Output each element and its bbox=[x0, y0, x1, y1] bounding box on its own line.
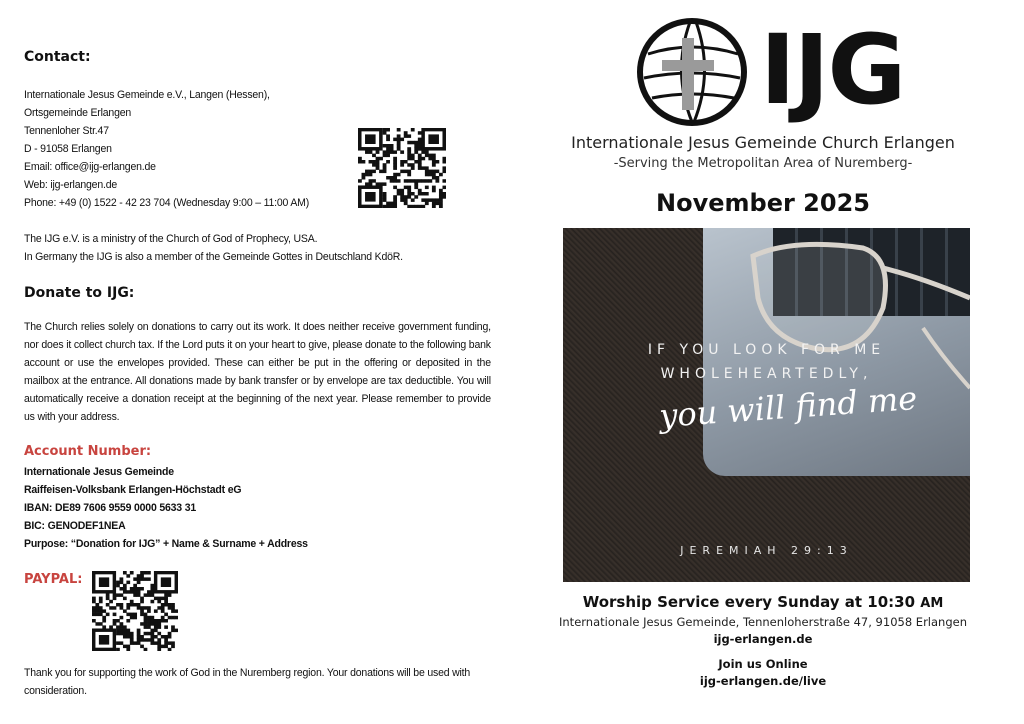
verse-script: you will find me bbox=[657, 379, 919, 435]
service-website[interactable]: ijg-erlangen.de bbox=[713, 632, 813, 646]
logo bbox=[634, 16, 904, 128]
contact-phone: Phone: +49 (0) 1522 - 42 23 704 (Wednesday 9:00 – 11:00 AM) bbox=[24, 197, 310, 209]
verse-image bbox=[563, 228, 970, 582]
church-name: Internationale Jesus Gemeinde Church Erlangen bbox=[571, 133, 955, 152]
contact-address bbox=[24, 86, 309, 212]
contact-heading: Contact: bbox=[24, 49, 91, 65]
account-heading: Account Number: bbox=[24, 444, 152, 459]
donate-paragraph: The Church relies solely on donations to carry out its work. It does neither receive government funding, nor does it collect church tax. If the Lord puts it on your heart to give, please donate to the following bank account or use the envelopes provided. These can either be put in the offering or deposited in the mailbox at the entrance. All donations made by bank transfer or by envelope are tax deductible. You will automatically receive a donation receipt at the beginning of the next year. Please remember to provide us with your address. bbox=[24, 321, 491, 423]
ministry-line: In Germany the IJG is also a member of the Gemeinde Gottes in Deutschland KdöR. bbox=[24, 251, 403, 263]
contact-line: Ortsgemeinde Erlangen bbox=[24, 107, 132, 119]
thanks-text: Thank you for supporting the work of God in the Nuremberg region. Your donations will be used with consideration. bbox=[24, 667, 471, 697]
verse-line-2: WHOLEHEARTEDLY, bbox=[660, 366, 873, 382]
online-url[interactable]: ijg-erlangen.de/live bbox=[699, 674, 827, 688]
ministry-note bbox=[24, 230, 403, 266]
contact-line: Internationale Jesus Gemeinde e.V., Langen (Hessen), bbox=[24, 89, 270, 101]
service-address: Internationale Jesus Gemeinde, Tennenloherstraße 47, 91058 Erlangen bbox=[559, 615, 967, 629]
paypal-label: PAYPAL: bbox=[24, 572, 83, 587]
contact-line: D - 91058 Erlangen bbox=[24, 143, 112, 155]
logo-text: IJG bbox=[760, 14, 905, 126]
contact-qr-code[interactable] bbox=[358, 128, 446, 208]
online-label: Join us Online bbox=[718, 657, 808, 671]
qr-code-icon bbox=[92, 571, 178, 651]
month-title: November 2025 bbox=[656, 189, 870, 217]
verse-reference: JEREMIAH 29:13 bbox=[680, 544, 853, 557]
donate-heading: Donate to IJG: bbox=[24, 285, 135, 301]
qr-code-icon bbox=[358, 128, 446, 208]
globe-cross-icon bbox=[634, 16, 752, 128]
account-bic: BIC: GENODEF1NEA bbox=[24, 520, 126, 532]
account-details bbox=[24, 463, 308, 553]
account-line: Internationale Jesus Gemeinde bbox=[24, 466, 174, 478]
contact-email[interactable]: Email: office@ijg-erlangen.de bbox=[24, 161, 156, 173]
verse-line-1: IF YOU LOOK FOR ME bbox=[647, 342, 886, 358]
service-title bbox=[556, 593, 970, 611]
account-purpose: Purpose: “Donation for IJG” + Name & Surname + Address bbox=[24, 538, 308, 550]
account-line: Raiffeisen-Volksbank Erlangen-Höchstadt eG bbox=[24, 484, 242, 496]
service-am: AM bbox=[920, 596, 944, 611]
paypal-qr-code[interactable] bbox=[92, 571, 178, 651]
tagline: -Serving the Metropolitan Area of Nuremberg- bbox=[613, 156, 913, 171]
account-iban: IBAN: DE89 7606 9559 0000 5633 31 bbox=[24, 502, 197, 514]
ministry-line: The IJG e.V. is a ministry of the Church of God of Prophecy, USA. bbox=[24, 233, 318, 245]
contact-web[interactable]: Web: ijg-erlangen.de bbox=[24, 179, 118, 191]
service-time: Worship Service every Sunday at 10:30 bbox=[582, 593, 916, 611]
contact-line: Tennenloher Str.47 bbox=[24, 125, 109, 137]
